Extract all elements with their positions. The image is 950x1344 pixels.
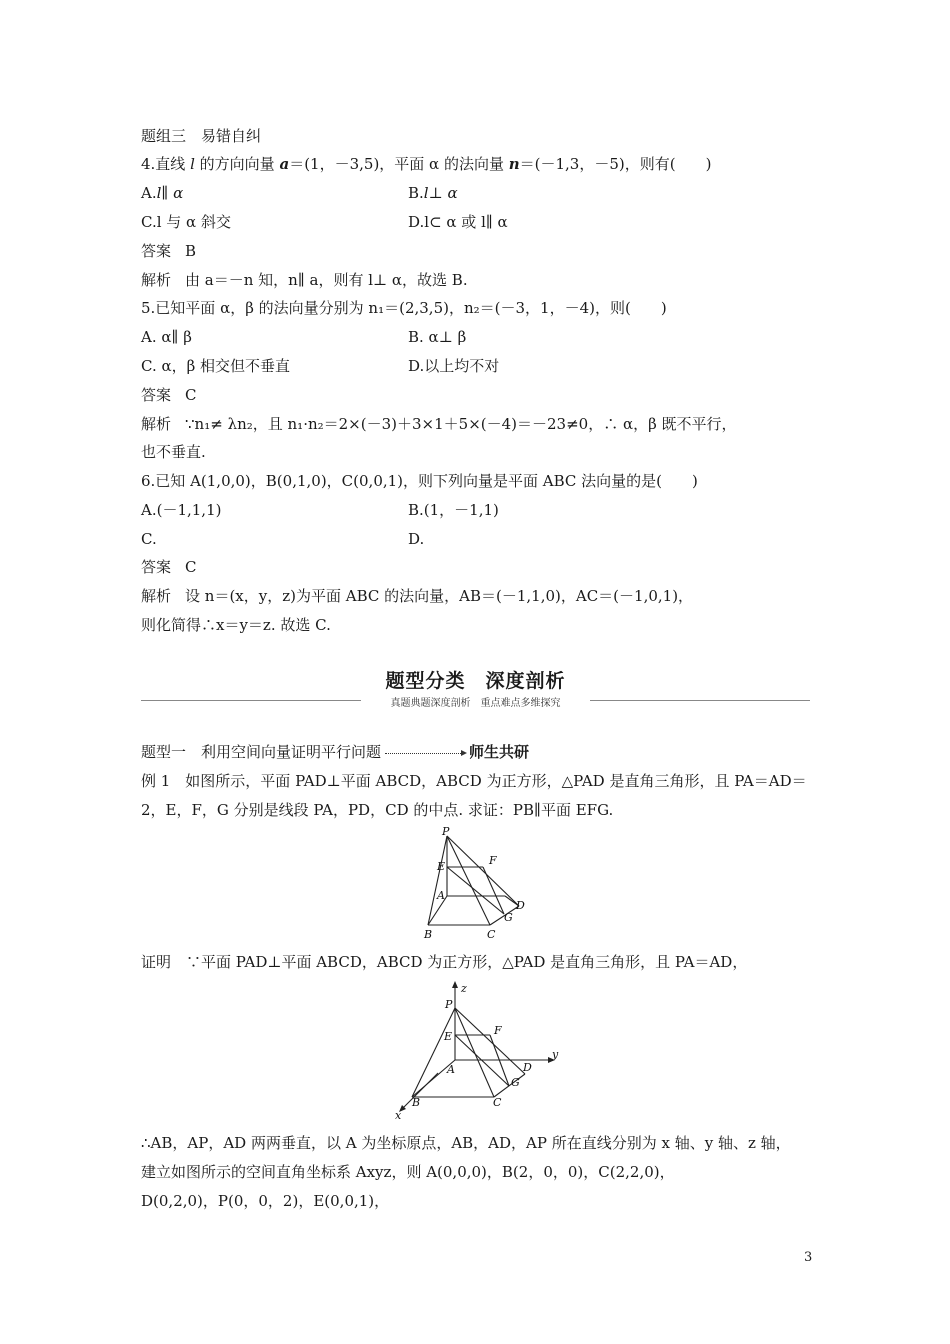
q5-option-a: A. α∥ β (141, 328, 192, 346)
proof-line-1: 证明 ∵平面 PAD⊥平面 ABCD，ABCD 为正方形，△PAD 是直角三角形，且 PA＝AD， (141, 953, 748, 971)
proof-line-4: D(0,2,0)，P(0，0，2)，E(0,0,1)， (141, 1192, 390, 1210)
banner-title: 题型分类 深度剖析 (385, 670, 566, 692)
label-E2: E (444, 1030, 453, 1043)
type1-heading: 题型一 利用空间向量证明平行问题 师生共研 (141, 743, 530, 761)
page-number: 3 (804, 1250, 813, 1265)
label-D2: D (523, 1061, 532, 1074)
label-y: y (552, 1048, 559, 1061)
label-D: D (516, 899, 525, 912)
q4-option-b: B.l⊥ α (408, 184, 458, 202)
z-axis-arrow-icon (452, 981, 458, 988)
arrow-icon (385, 753, 465, 754)
q6-stem: 6.已知 A(1,0,0)，B(0,1,0)，C(0,0,1)，则下列向量是平面 ABC 法向量的是( ) (141, 472, 698, 490)
label-P2: P (445, 998, 453, 1011)
q6-analysis-cont: 则化简得∴x＝y＝z. 故选 C. (141, 616, 331, 634)
q4-option-d: D.l⊂ α 或 l∥ α (408, 213, 508, 231)
label-E: E (437, 860, 446, 873)
q6-answer: 答案 C (141, 558, 197, 576)
q5-analysis-cont: 也不垂直. (141, 443, 206, 461)
q5-analysis: 解析 ∵n₁≠ λn₂，且 n₁·n₂＝2×(－3)＋3×1＋5×(－4)＝－23≠0，∴ α，β 既不平行， (141, 415, 737, 433)
section-banner (141, 664, 810, 710)
q5-stem: 5.已知平面 α，β 的法向量分别为 n₁＝(2,3,5)，n₂＝(－3，1，－4)，则( ) (141, 299, 667, 317)
group-heading: 题组三 易错自纠 (141, 127, 262, 145)
label-G: G (504, 911, 513, 924)
type1-tag: 师生共研 (469, 743, 530, 761)
label-C2: C (493, 1096, 502, 1109)
label-C: C (487, 928, 496, 941)
label-z: z (461, 982, 467, 995)
banner-rule-right (590, 700, 810, 701)
label-B2: B (412, 1096, 421, 1109)
q6-option-b: B.(1，－1,1) (408, 501, 499, 519)
q6-analysis: 解析 设 n＝(x，y，z)为平面 ABC 的法向量，AB＝(－1,1,0)，AC＝(－1,0,1)， (141, 587, 694, 605)
q4-answer: 答案 B (141, 242, 197, 260)
example-line-1: 例 1 如图所示，平面 PAD⊥平面 ABCD，ABCD 为正方形，△PAD 是直角三角形，且 PA＝AD＝ (141, 772, 807, 790)
q4-analysis: 解析 由 a＝－n 知，n∥ a，则有 l⊥ α，故选 B. (141, 271, 468, 289)
q4-stem: 4.直线 l 的方向向量 a＝(1，－3,5)，平面 α 的法向量 n＝(－1,3，－5)，则有( ) (141, 155, 712, 173)
label-G2: G (511, 1076, 520, 1089)
q6-option-a: A.(－1,1,1) (141, 501, 222, 519)
banner-subtitle: 真题典题深度剖析 重点难点多维探究 (390, 698, 561, 709)
label-A2: A (447, 1063, 455, 1076)
q6-option-c: C. (141, 530, 157, 548)
example-line-2: 2，E，F，G 分别是线段 PA，PD，CD 的中点. 求证：PB∥平面 EFG. (141, 801, 614, 819)
label-A: A (437, 889, 445, 902)
label-x: x (395, 1109, 402, 1120)
label-F2: F (494, 1024, 502, 1037)
q4-option-c: C.l 与 α 斜交 (141, 213, 231, 231)
label-F: F (489, 854, 497, 867)
proof-line-2: ∴AB，AP，AD 两两垂直，以 A 为坐标原点，AB，AD，AP 所在直线分别为 x 轴、y 轴、z 轴， (141, 1134, 791, 1152)
pyramid-figure-1 (415, 824, 535, 942)
proof-line-3: 建立如图所示的空间直角坐标系 Axyz，则 A(0,0,0)，B(2，0，0)，C(2,2,0)， (141, 1163, 675, 1181)
q5-answer: 答案 C (141, 386, 197, 404)
q5-option-b: B. α⊥ β (408, 328, 467, 346)
q6-option-d: D. (408, 530, 425, 548)
q5-option-d: D.以上均不对 (408, 357, 500, 375)
label-P: P (442, 825, 450, 838)
q5-option-c: C. α，β 相交但不垂直 (141, 357, 291, 375)
label-B: B (424, 928, 433, 941)
pyramid-figure-2 (392, 978, 572, 1120)
q4-option-a: A.l∥ α (141, 184, 184, 202)
